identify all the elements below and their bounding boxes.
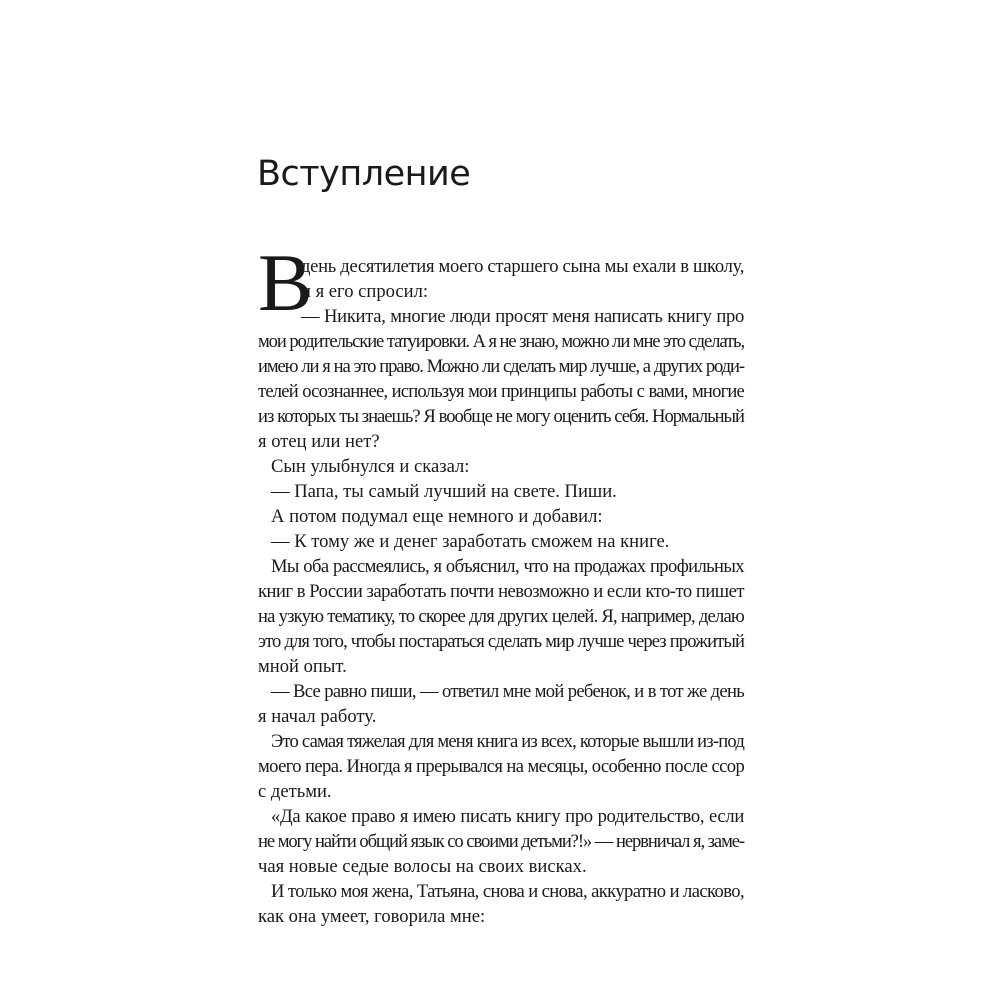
text-line: имею ли я на это право. Можно ли сделать мир лучше, а других роди- <box>258 356 744 377</box>
text-line: моего пера. Иногда я прерывался на месяцы, особенно после ссор <box>258 756 745 777</box>
text-line: — К тому же и денег заработать сможем на книге. <box>271 531 670 552</box>
text-line: телей осознаннее, используя мои принципы работы с вами, многие <box>258 381 744 402</box>
text-line: — Папа, ты самый лучший на свете. Пиши. <box>271 481 617 502</box>
text-line: на узкую тематику, то скорее для других целей. Я, например, делаю <box>258 606 744 627</box>
text-line: чая новые седые волосы на своих висках. <box>258 856 587 877</box>
text-line: это для того, чтобы постараться сделать мир лучше через прожитый <box>258 631 744 652</box>
text-line: день десятилетия моего старшего сына мы ехали в школу, <box>301 256 745 277</box>
body-text <box>258 237 745 929</box>
text-line: с детьми. <box>258 781 332 802</box>
drop-cap: В <box>258 237 313 328</box>
text-line: — Все равно пиши, — ответил мне мой ребенок, и в тот же день <box>271 681 744 702</box>
text-line: я отец или нет? <box>258 431 380 452</box>
text-line: мои родительские татуировки. А я не знаю, можно ли мне это сделать, <box>258 331 744 352</box>
text-line: Мы оба рассмеялись, я объяснил, что на продажах профильных <box>271 556 744 577</box>
text-line: не могу найти общий язык со своими детьми?!» — нервничал я, заме- <box>258 831 744 852</box>
text-line: я начал работу. <box>258 706 377 727</box>
text-line: И только моя жена, Татьяна, снова и снова, аккуратно и ласково, <box>271 881 744 902</box>
text-line: как она умеет, говорила мне: <box>258 906 486 927</box>
text-line: — Никита, многие люди просят меня написать книгу про <box>301 306 744 327</box>
chapter-title: Вступление <box>257 154 471 194</box>
text-line: из которых ты знаешь? Я вообще не могу оценить себя. Нормальный <box>258 406 744 427</box>
text-line: и я его спросил: <box>301 281 429 302</box>
text-line: книг в России заработать почти невозможно и если кто-то пишет <box>258 581 744 602</box>
text-line: Это самая тяжелая для меня книга из всех, которые вышли из-под <box>271 731 744 752</box>
text-line: Сын улыбнулся и сказал: <box>271 456 470 477</box>
text-line: мной опыт. <box>258 656 347 677</box>
text-line: «Да какое право я имею писать книгу про родительство, если <box>271 806 744 827</box>
text-line: А потом подумал еще немного и добавил: <box>271 506 603 527</box>
